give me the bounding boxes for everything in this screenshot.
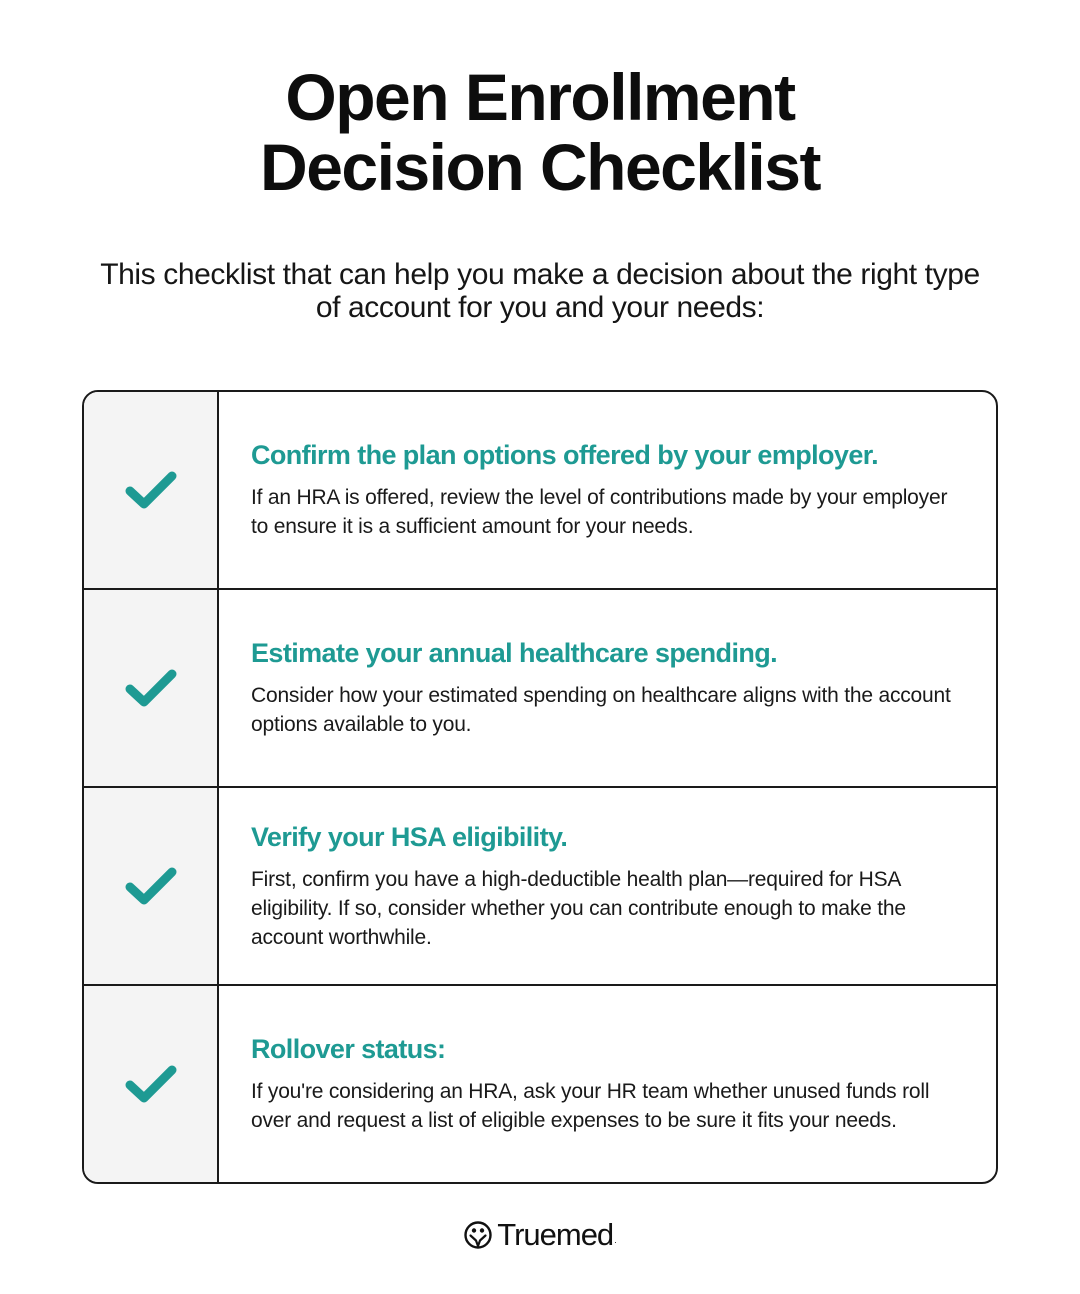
check-icon xyxy=(125,865,177,907)
checklist-item-description: If an HRA is offered, review the level of contributions made by your employer to ensure it is a sufficient amount for your needs. xyxy=(251,486,948,538)
checklist-table xyxy=(82,390,998,1184)
checkbox-cell xyxy=(84,590,219,786)
truemed-logo-icon xyxy=(463,1220,493,1250)
checklist-item-rollover-status xyxy=(84,986,996,1182)
checklist-item-text xyxy=(219,788,996,984)
title-line-2: Decision Checklist xyxy=(260,130,820,204)
checkbox-cell xyxy=(84,986,219,1182)
brand-name: Truemed xyxy=(497,1217,614,1252)
checklist-item-description: First, confirm you have a high-deductible health plan—required for HSA eligibility. If so, consider whether you can contribute enough to make the account worthwhile. xyxy=(251,867,906,949)
page-subtitle: This checklist that can help you make a decision about the right type of account for you and your needs: xyxy=(100,258,980,324)
check-icon xyxy=(125,667,177,709)
checklist-item-description: Consider how your estimated spending on healthcare aligns with the account options available to you. xyxy=(251,684,951,736)
checklist-item-text xyxy=(219,986,996,1182)
brand-mark: . xyxy=(614,1235,617,1245)
check-icon xyxy=(125,469,177,511)
checklist-item-text xyxy=(219,392,996,588)
page-title xyxy=(0,62,1080,202)
checklist-item-title: Estimate your annual healthcare spending. xyxy=(251,638,778,668)
checklist-item-hsa-eligibility xyxy=(84,788,996,984)
checklist-item-title: Rollover status: xyxy=(251,1034,446,1064)
check-icon xyxy=(125,1063,177,1105)
checklist-item-plan-options xyxy=(84,392,996,588)
checklist-item-title: Confirm the plan options offered by your employer. xyxy=(251,440,879,470)
brand-logo xyxy=(0,1217,1080,1253)
checklist-item-text xyxy=(219,590,996,786)
checklist-item-description: If you're considering an HRA, ask your HR team whether unused funds roll over and request a list of eligible expenses to be sure it fits your needs. xyxy=(251,1080,930,1132)
checkbox-cell xyxy=(84,392,219,588)
title-line-1: Open Enrollment xyxy=(285,60,795,134)
checkbox-cell xyxy=(84,788,219,984)
checklist-item-annual-spending xyxy=(84,590,996,786)
checklist-item-title: Verify your HSA eligibility. xyxy=(251,821,568,852)
